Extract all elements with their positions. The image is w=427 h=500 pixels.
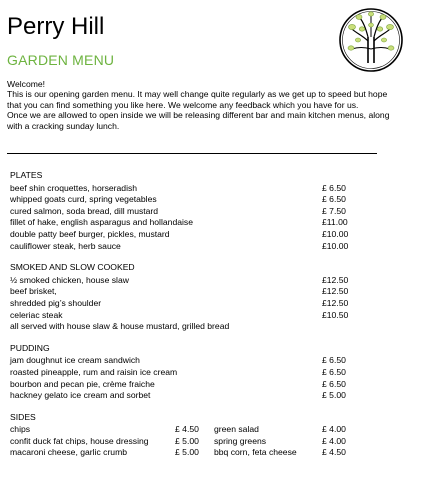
item-name: bbq corn, feta cheese (214, 447, 297, 458)
item-name: cured salmon, soda bread, dill mustard (10, 205, 159, 216)
menu-item (10, 355, 420, 367)
section-note: all served with house slaw & house mustard, grilled bread (10, 321, 230, 332)
menu-item (10, 390, 420, 402)
item-price: £ 5.00 (175, 447, 199, 458)
menu-item (10, 206, 420, 218)
item-name: double patty beef burger, pickles, mustard (10, 228, 170, 239)
intro-line: Once we are allowed to open inside we will be releasing different bar and main kitchen menus, along (7, 110, 390, 121)
intro-line: that you can find something you like here. We welcome any feedback which you have for us. (7, 99, 359, 110)
item-price: £ 6.50 (322, 355, 346, 366)
item-price: £12.50 (322, 286, 349, 297)
intro-text (7, 79, 425, 131)
divider (7, 153, 377, 154)
item-price: £10.00 (322, 240, 349, 251)
item-name: cauliflower steak, herb sauce (10, 240, 121, 251)
item-name: spring greens (214, 435, 267, 446)
item-price: £ 7.50 (322, 205, 346, 216)
item-price: £11.00 (322, 217, 348, 228)
menu-item (10, 310, 420, 322)
item-name: macaroni cheese, garlic crumb (10, 447, 128, 458)
item-name: beef brisket, (10, 286, 57, 297)
section-title-pudding: PUDDING (10, 342, 50, 353)
item-price: £ 4.50 (175, 424, 199, 435)
item-price: £ 4.00 (322, 424, 346, 435)
menu-item (10, 229, 420, 241)
item-name: celeriac steak (10, 309, 63, 320)
menu-item (10, 286, 420, 298)
item-price: £ 6.50 (322, 378, 346, 389)
item-price: £ 6.50 (322, 194, 346, 205)
sides-row (10, 436, 420, 448)
menu-item (10, 379, 420, 391)
item-price: £ 5.00 (322, 390, 346, 401)
item-name: whipped goats curd, spring vegetables (10, 194, 157, 205)
sides-row (10, 447, 420, 459)
menu-item (10, 275, 420, 287)
menu-item (10, 241, 420, 253)
item-name: roasted pineapple, rum and raisin ice cream (10, 366, 178, 377)
item-name: chips (10, 424, 31, 435)
item-name: shredded pig’s shoulder (10, 297, 102, 308)
menu-item (10, 298, 420, 310)
menu-item (10, 367, 420, 379)
intro-line: This is our opening garden menu. It may well change quite regularly as we get up to speed but hope (7, 89, 388, 100)
menu-item (10, 217, 420, 229)
item-price: £ 4.50 (322, 447, 346, 458)
section-title-sides: SIDES (10, 411, 36, 422)
item-name: green salad (214, 424, 259, 435)
item-name: bourbon and pecan pie, crème fraiche (10, 378, 155, 389)
section-title-plates: PLATES (10, 170, 43, 180)
item-price: £ 6.50 (322, 366, 346, 377)
item-price: £10.00 (322, 228, 349, 239)
item-price: £12.50 (322, 274, 349, 285)
item-price: £ 6.50 (322, 182, 346, 193)
tree-in-circle-logo (338, 7, 404, 73)
item-name: confit duck fat chips, house dressing (10, 435, 149, 446)
item-name: ½ smoked chicken, house slaw (10, 274, 129, 285)
sides-row (10, 424, 420, 436)
item-name: beef shin croquettes, horseradish (10, 182, 138, 193)
item-name: fillet of hake, english asparagus and hollandaise (10, 217, 193, 228)
menu-body (10, 170, 420, 459)
item-price: £10.50 (322, 309, 349, 320)
menu-item (10, 183, 420, 195)
page-title: Perry Hill (7, 13, 105, 40)
item-name: hackney gelato ice cream and sorbet (10, 390, 151, 401)
menu-item (10, 194, 420, 206)
item-price: £12.50 (322, 297, 349, 308)
section-title-smoked: SMOKED AND SLOW COOKED (10, 262, 135, 273)
intro-line: with a cracking sunday lunch. (7, 120, 120, 131)
intro-line: Welcome! (7, 79, 46, 89)
item-price: £ 5.00 (175, 435, 199, 446)
menu-subtitle: GARDEN MENU (7, 52, 115, 68)
item-price: £ 4.00 (322, 435, 346, 446)
item-name: jam doughnut ice cream sandwich (10, 355, 140, 366)
